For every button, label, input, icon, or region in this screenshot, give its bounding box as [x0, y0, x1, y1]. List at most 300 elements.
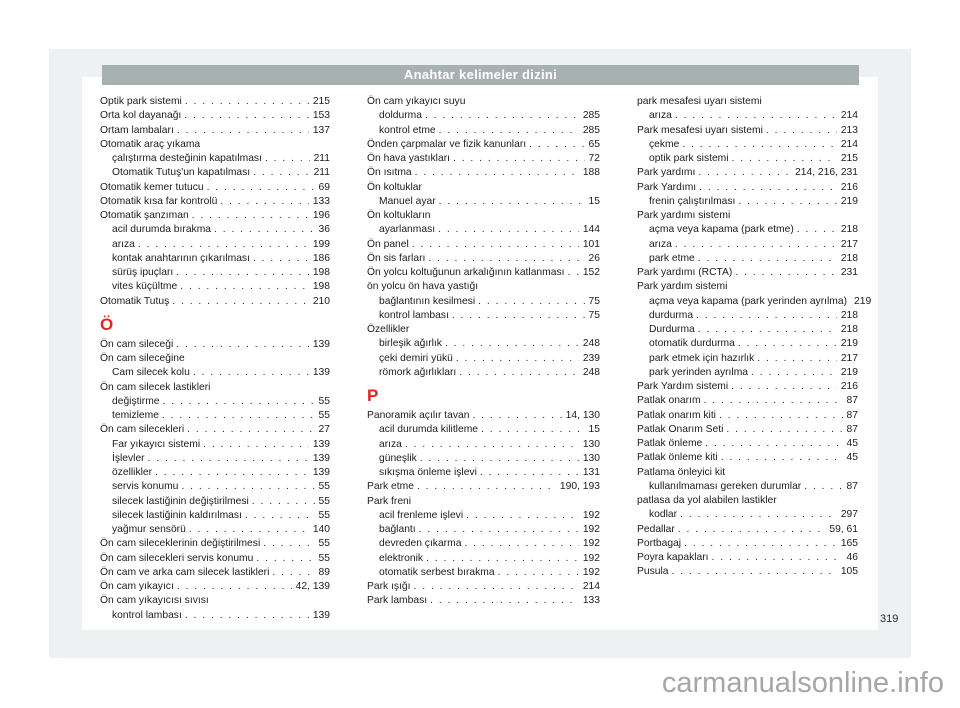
entry-label: Ön koltuklar [367, 181, 422, 193]
index-column-3 [637, 95, 872, 580]
index-entry [367, 152, 600, 166]
index-entry [100, 124, 330, 138]
dot-leader [751, 366, 837, 380]
entry-label: park mesafesi uyarı sistemi [637, 96, 762, 107]
index-entry [637, 451, 858, 465]
entry-label: park etmek için hazırlık [649, 352, 755, 364]
entry-page-number: 196 [312, 210, 330, 221]
entry-label: temizleme [112, 410, 159, 421]
entry-page-number: 219 [854, 295, 872, 307]
index-entry [637, 352, 858, 366]
index-entry [367, 523, 600, 537]
dot-leader [567, 266, 578, 280]
entry-page-number: 165 [840, 537, 858, 549]
entry-label: Park mesafesi uyarı sistemi [637, 124, 763, 136]
entry-page-number: 214 [840, 110, 858, 122]
index-entry [637, 109, 858, 123]
entry-page-number: 55 [318, 552, 330, 564]
entry-page-number: 218 [840, 324, 858, 335]
dot-leader [176, 338, 309, 352]
entry-label: arıza [112, 238, 135, 250]
entry-label: Önden çarpmalar ve fizik kanunları [367, 138, 527, 150]
entry-page-number: 72 [588, 153, 600, 164]
entry-label: Far yıkayıcı sistemi [112, 438, 201, 450]
index-entry [100, 252, 330, 266]
dot-leader [738, 337, 837, 351]
entry-page-number: 26 [588, 252, 600, 264]
entry-label: sıkışma önleme işlevi [379, 467, 477, 478]
entry-label: acil durumda bırakma [112, 224, 212, 236]
entry-label: Özellikler [367, 324, 410, 335]
index-entry [100, 181, 330, 195]
dot-leader [705, 437, 842, 451]
index-entry [637, 124, 858, 138]
manual-page [82, 67, 878, 630]
entry-label: acil durumda kilitleme [379, 424, 479, 436]
entry-page-number: 218 [840, 309, 858, 321]
index-entry [100, 266, 330, 280]
dot-leader [698, 166, 791, 180]
entry-page-number: 215 [312, 96, 330, 107]
dot-leader [680, 508, 837, 522]
entry-label: arıza [649, 238, 672, 250]
entry-label: Patlak önleme [637, 438, 703, 449]
entry-label: patlasa da yol alabilen lastikler [637, 495, 777, 506]
entry-page-number: 213 [840, 124, 858, 136]
entry-label: Ön ısıtma [367, 167, 412, 179]
index-entry [100, 495, 330, 509]
entry-page-number: 55 [318, 538, 330, 550]
dot-leader [430, 594, 579, 608]
entry-page-number: 217 [840, 238, 858, 250]
page-number: 319 [880, 613, 899, 625]
entry-page-number: 87 [846, 423, 858, 435]
entry-page-number: 198 [312, 267, 330, 278]
entry-label: Park Yardımı [637, 181, 697, 193]
index-entry [367, 323, 600, 337]
dot-leader [177, 124, 309, 138]
entry-page-number: 219 [840, 338, 858, 350]
index-entry [367, 124, 600, 138]
dot-leader [265, 152, 310, 166]
index-entry [637, 238, 858, 252]
index-entry [367, 95, 600, 109]
entry-label: kontrol lambası [112, 609, 182, 621]
dot-leader [757, 352, 837, 366]
entry-label: elektronik [379, 552, 424, 564]
index-entry [637, 537, 858, 551]
entry-page-number: 55 [318, 495, 330, 507]
entry-label: otomatik durdurma [649, 338, 735, 350]
dot-leader [426, 552, 579, 566]
index-entry [637, 280, 858, 294]
dot-leader [698, 323, 837, 337]
entry-label: Ön panel [367, 238, 409, 250]
entry-label: Ön sis farları [367, 252, 426, 264]
entry-label: optik park sistemi [649, 153, 729, 164]
entry-label: bağlantının kesilmesi [379, 295, 476, 307]
dot-leader [675, 109, 837, 123]
dot-leader [187, 423, 314, 437]
index-entry [367, 452, 600, 466]
dot-leader [735, 266, 836, 280]
dot-leader [704, 394, 843, 408]
entry-label: Poyra kapakları [637, 552, 709, 563]
entry-label: Ön cam sileceklerinin değiştirilmesi [100, 538, 261, 550]
entry-page-number: 153 [312, 110, 330, 122]
entry-label: Park yardımı [637, 167, 696, 179]
entry-label: yağmur sensörü [112, 524, 186, 535]
entry-label: Ön cam yıkayıcı [100, 581, 174, 592]
index-entry [367, 366, 600, 380]
index-entry [367, 109, 600, 123]
entry-label: Otomatik Tutuş'un kapatılması [112, 167, 251, 179]
dot-leader [699, 181, 837, 195]
index-entry [100, 295, 330, 309]
dot-leader [420, 452, 579, 466]
index-entry [637, 366, 858, 380]
index-column-1 [100, 95, 330, 623]
index-entry [367, 337, 600, 351]
entry-label: devreden çıkarma [379, 538, 462, 550]
entry-page-number: 199 [312, 238, 330, 250]
index-entry [100, 152, 330, 166]
entry-label: Orta kol dayanağı [100, 110, 182, 122]
entry-page-number: 216 [840, 181, 858, 193]
entry-label: Ön cam sileceği [100, 338, 174, 350]
entry-page-number: 133 [312, 195, 330, 207]
dot-leader [185, 95, 309, 109]
index-entry [100, 223, 330, 237]
index-entry [367, 580, 600, 594]
entry-page-number: 218 [840, 252, 858, 264]
entry-label: arıza [649, 110, 672, 122]
entry-page-number: 139 [312, 338, 330, 350]
entry-page-number: 140 [312, 524, 330, 535]
entry-page-number: 285 [582, 110, 600, 122]
dot-leader [192, 209, 309, 223]
dot-leader [675, 238, 837, 252]
index-entry [367, 209, 600, 223]
index-entry [100, 537, 330, 551]
dot-leader [419, 523, 579, 537]
entry-page-number: 216 [840, 381, 858, 392]
dot-leader [445, 337, 579, 351]
dot-leader [245, 509, 315, 523]
entry-page-number: 89 [318, 566, 330, 578]
index-entry [100, 438, 330, 452]
entry-page-number: 65 [588, 138, 600, 150]
index-entry [367, 423, 600, 437]
dot-leader [732, 152, 837, 166]
index-entry [367, 509, 600, 523]
entry-page-number: 285 [582, 124, 600, 136]
entry-label: Ön hava yastıkları [367, 153, 450, 164]
index-entry [637, 323, 858, 337]
entry-page-number: 137 [312, 124, 330, 136]
index-entry [100, 566, 330, 580]
entry-label: silecek lastiğinin değiştirilmesi [112, 495, 249, 507]
entry-label: açma veya kapama (park etme) [649, 224, 794, 236]
entry-label: doldurma [379, 110, 422, 122]
entry-page-number: 130 [582, 438, 600, 450]
dot-leader [678, 523, 826, 537]
dot-leader [529, 138, 584, 152]
index-entry [637, 195, 858, 209]
entry-page-number: 248 [582, 338, 600, 350]
dot-leader [256, 552, 314, 566]
entry-page-number: 105 [840, 566, 858, 578]
entry-page-number: 188 [582, 167, 600, 179]
entry-label: Park freni [367, 495, 412, 507]
index-entry [637, 295, 872, 309]
entry-label: sürüş ipuçları [112, 267, 174, 278]
entry-label: Park Yardım sistemi [637, 381, 729, 392]
index-entry [637, 252, 858, 266]
entry-label: Patlak Onarım Seti [637, 423, 724, 435]
index-entry [367, 166, 600, 180]
entry-label: bağlantı [379, 524, 416, 535]
entry-label: Ön cam silecek lastikleri [100, 381, 211, 393]
entry-page-number: 211 [313, 153, 330, 164]
index-entry [637, 551, 858, 565]
entry-label: çeki demiri yükü [379, 352, 453, 364]
index-entry [367, 495, 600, 509]
entry-label: servis konumu [112, 481, 179, 493]
entry-label: durdurma [649, 309, 694, 321]
entry-label: Optik park sistemi [100, 96, 182, 107]
dot-leader [428, 252, 584, 266]
entry-page-number: 192 [582, 509, 600, 521]
entry-label: Otomatik kısa far kontrolü [100, 195, 218, 207]
entry-label: Ön cam yıkayıcı suyu [367, 96, 466, 107]
entry-label: Ön koltukların [367, 210, 431, 221]
entry-page-number: 139 [312, 367, 330, 379]
entry-label: Pedallar [637, 523, 675, 535]
index-entry [637, 508, 858, 522]
dot-leader [719, 409, 843, 423]
entry-label: Patlak önleme kiti [637, 452, 718, 464]
dot-leader [180, 280, 309, 294]
index-entry [100, 409, 330, 423]
entry-label: acil frenleme işlevi [379, 509, 464, 521]
page-header-bar [102, 65, 859, 85]
entry-label: kontrol etme [379, 124, 436, 136]
entry-page-number: 239 [582, 352, 600, 364]
entry-page-number: 87 [846, 395, 858, 407]
entry-page-number: 218 [840, 224, 858, 236]
index-entry [637, 266, 858, 280]
entry-label: Durdurma [649, 324, 695, 335]
index-entry [367, 309, 600, 323]
index-column-2 [367, 95, 600, 609]
dot-leader [252, 495, 315, 509]
dot-leader [253, 252, 309, 266]
entry-page-number: 214 [840, 138, 858, 150]
index-entry [637, 409, 858, 423]
entry-label: arıza [379, 438, 402, 450]
dot-leader [684, 537, 837, 551]
index-entry [637, 423, 858, 437]
entry-label: birleşik ağırlık [379, 338, 442, 350]
entry-label: Park lambası [367, 595, 428, 607]
entry-label: özellikler [112, 467, 153, 478]
entry-page-number: 46 [846, 552, 858, 563]
index-entry [367, 280, 600, 294]
entry-page-number: 297 [840, 509, 858, 521]
index-entry [367, 252, 600, 266]
entry-label: Otomatik Tutuş [100, 295, 170, 307]
section-letter: Ö [100, 314, 114, 334]
dot-leader [193, 366, 309, 380]
index-entry [367, 537, 600, 551]
page-viewer [49, 49, 911, 658]
entry-page-number: 130 [582, 452, 600, 464]
dot-leader [412, 238, 579, 252]
entry-label: ön yolcu ön hava yastığı [367, 281, 479, 293]
index-entry [100, 609, 330, 623]
index-entry [100, 138, 330, 152]
index-entry [100, 552, 330, 566]
entry-page-number: 192 [582, 566, 600, 578]
index-entry [637, 209, 858, 223]
watermark: carmanualsonline.info [661, 667, 944, 699]
entry-page-number: 55 [318, 481, 330, 493]
entry-label: çalıştırma desteğinin kapatılması [112, 153, 262, 164]
index-entry [100, 452, 330, 466]
entry-page-number: 133 [582, 595, 600, 607]
dot-leader [272, 566, 314, 580]
index-entry [637, 494, 858, 508]
index-entry [100, 366, 330, 380]
entry-page-number: 211 [313, 167, 330, 179]
index-entry [637, 152, 858, 166]
entry-label: Patlak onarım kiti [637, 409, 716, 421]
dot-leader [738, 195, 836, 209]
index-entry [100, 109, 330, 123]
entry-label: römork ağırlıkları [379, 366, 457, 378]
entry-label: Patlak onarım [637, 395, 701, 407]
dot-leader [731, 380, 837, 394]
index-entry [100, 195, 330, 209]
dot-leader [172, 295, 309, 309]
dot-leader [417, 480, 556, 494]
index-entry [100, 338, 330, 352]
entry-page-number: 192 [582, 552, 600, 564]
index-entry [637, 466, 858, 480]
entry-page-number: 75 [588, 309, 600, 321]
entry-page-number: 190, 193 [559, 481, 600, 493]
dot-leader [405, 438, 579, 452]
dot-leader [138, 238, 309, 252]
entry-page-number: 192 [582, 538, 600, 550]
entry-label: Park yardımı (RCTA) [637, 267, 733, 278]
entry-page-number: 214, 216, 231 [795, 167, 858, 179]
dot-leader [712, 551, 843, 565]
dot-leader [456, 352, 579, 366]
index-entry [637, 181, 858, 195]
index-entry [367, 352, 600, 366]
entry-label: Park yardımı sistemi [637, 210, 731, 221]
index-entry [100, 523, 330, 537]
index-entry [637, 437, 858, 451]
dot-leader [415, 166, 579, 180]
entry-label: kontrol lambası [379, 309, 449, 321]
entry-label: vites küçültme [112, 281, 178, 293]
index-entry [100, 480, 330, 494]
entry-page-number: 186 [312, 252, 330, 264]
entry-page-number: 139 [312, 609, 330, 621]
index-entry [637, 565, 858, 579]
dot-leader [414, 580, 579, 594]
entry-label: Ön cam silecekleri servis konumu [100, 552, 254, 564]
index-entry [100, 509, 330, 523]
dot-leader [184, 109, 309, 123]
entry-label: kodlar [649, 509, 678, 521]
page-title: Anahtar kelimeler dizini [403, 67, 558, 82]
entry-page-number: 27 [318, 424, 330, 436]
entry-label: park etme [649, 252, 695, 264]
entry-page-number: 15 [588, 424, 600, 436]
entry-page-number: 15 [588, 195, 600, 207]
entry-label: kontak anahtarının çıkarılması [112, 252, 250, 264]
index-entry [637, 223, 858, 237]
dot-leader [726, 423, 842, 437]
index-entry [637, 394, 858, 408]
entry-label: Ön cam yıkayıcısı sıvısı [100, 595, 209, 607]
entry-label: Otomatik kemer tutucu [100, 181, 204, 193]
index-entry [367, 295, 600, 309]
dot-leader [148, 452, 309, 466]
index-entry [637, 95, 858, 109]
entry-page-number: 192 [582, 524, 600, 535]
entry-label: Ön cam ve arka cam silecek lastikleri [100, 566, 270, 578]
index-entry [637, 309, 858, 323]
entry-page-number: 36 [318, 224, 330, 236]
index-entry [367, 466, 600, 480]
index-entry [367, 566, 600, 580]
index-entry [367, 138, 600, 152]
dot-leader [425, 109, 579, 123]
entry-page-number: 45 [846, 452, 858, 464]
entry-page-number: 198 [312, 281, 330, 293]
entry-page-number: 214 [582, 581, 600, 592]
dot-leader [189, 523, 309, 537]
entry-page-number: 210 [312, 295, 330, 307]
entry-label: çekme [649, 138, 680, 150]
index-entry [100, 95, 330, 109]
entry-page-number: 248 [582, 366, 600, 378]
entry-label: Otomatik araç yıkama [100, 138, 201, 150]
entry-page-number: 69 [318, 181, 330, 193]
dot-leader [163, 395, 315, 409]
dot-leader [804, 480, 842, 494]
entry-page-number: 59, 61 [829, 523, 858, 535]
index-entry [367, 438, 600, 452]
index-entry [100, 280, 330, 294]
entry-page-number: 139 [312, 467, 330, 478]
index-entry [367, 266, 600, 280]
dot-leader [207, 181, 315, 195]
index-entry [100, 166, 330, 180]
entry-label: park yerinden ayrılma [649, 366, 749, 378]
dot-leader [185, 609, 309, 623]
index-entry [637, 380, 858, 394]
dot-leader [459, 366, 579, 380]
index-entry [637, 523, 858, 537]
dot-leader [464, 537, 578, 551]
dot-leader [478, 295, 584, 309]
